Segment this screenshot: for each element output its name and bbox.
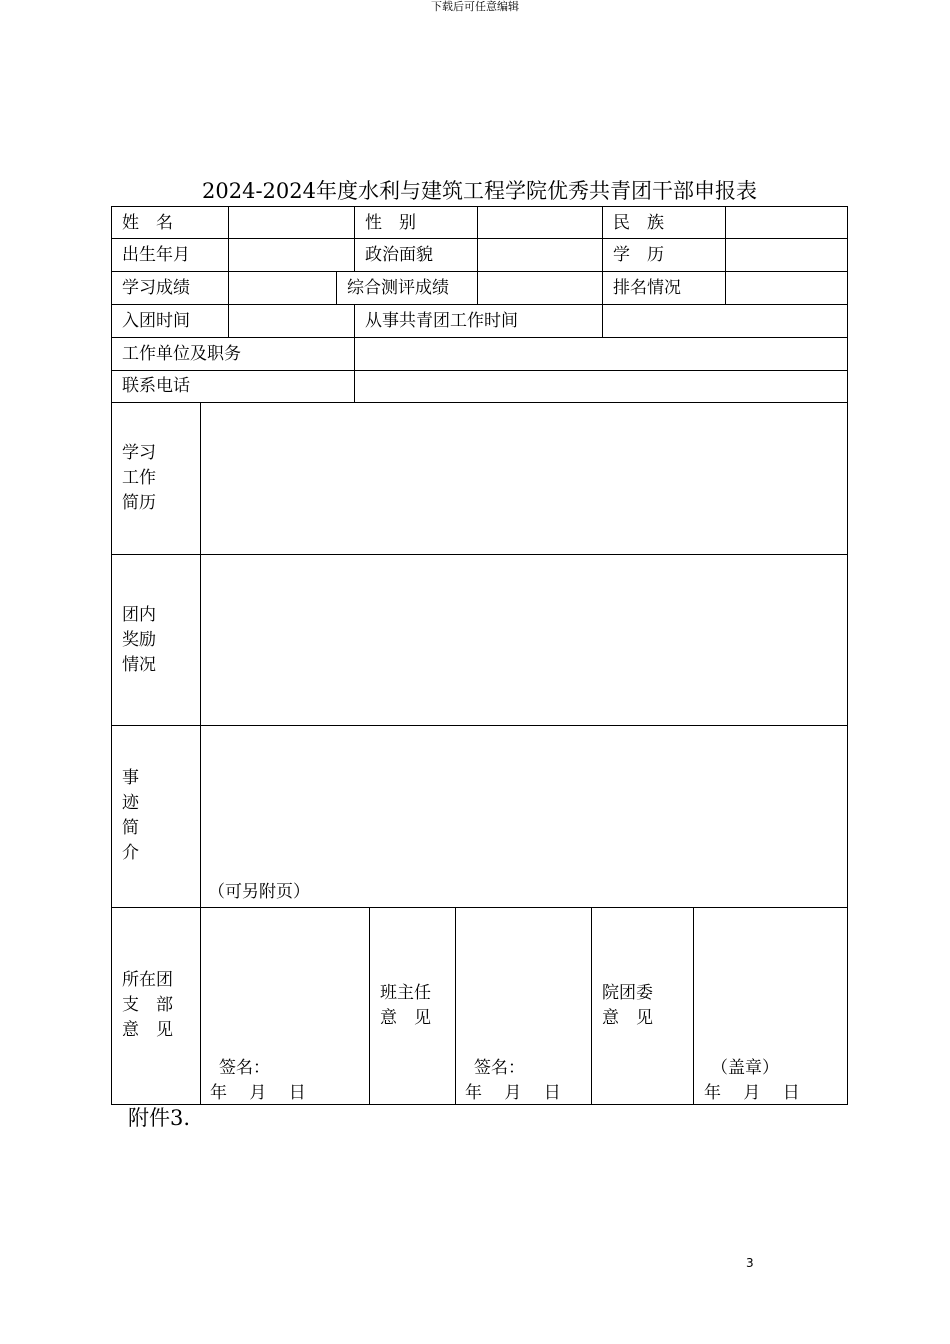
label-awards-3: 情况 (122, 655, 156, 675)
label-branch-opinion-2: 支 部 (122, 995, 173, 1015)
label-awards-1: 团内 (122, 605, 156, 625)
label-league-work-time: 从事共青团工作时间 (365, 311, 518, 331)
seal-label: （盖章） (711, 1058, 779, 1078)
signature-label-1: 签名： (219, 1058, 270, 1078)
attachment-label: 附件3. (128, 1106, 191, 1130)
label-college-opinion-2: 意 见 (602, 1008, 653, 1028)
signature-label-2: 签名： (474, 1058, 525, 1078)
label-education: 学 历 (613, 245, 664, 265)
form-title: 2024-2024年度水利与建筑工程学院优秀共青团干部申报表 (202, 179, 757, 203)
label-gender: 性 别 (365, 213, 416, 233)
label-college-opinion-1: 院团委 (602, 983, 653, 1003)
label-work-unit: 工作单位及职务 (122, 344, 241, 364)
label-teacher-opinion-1: 班主任 (380, 983, 431, 1003)
label-resume-3: 简历 (122, 493, 156, 513)
label-awards-2: 奖励 (122, 630, 156, 650)
label-birth: 出生年月 (122, 245, 190, 265)
label-teacher-opinion-2: 意 见 (380, 1008, 431, 1028)
header-note: 下载后可任意编辑 (431, 0, 519, 13)
label-ranking: 排名情况 (613, 278, 681, 298)
label-name: 姓 名 (122, 213, 173, 233)
label-branch-opinion-1: 所在团 (122, 970, 173, 990)
page-number: 3 (746, 1256, 754, 1270)
date-line-3: 年 月 日 (704, 1083, 800, 1103)
deeds-note: （可另附页） (208, 882, 310, 902)
label-join-date: 入团时间 (122, 311, 190, 331)
label-branch-opinion-3: 意 见 (122, 1020, 173, 1040)
label-ethnicity: 民 族 (613, 213, 664, 233)
label-deeds-3: 简 (122, 818, 139, 838)
label-political-status: 政治面貌 (365, 245, 433, 265)
label-phone: 联系电话 (122, 376, 190, 396)
date-line-1: 年 月 日 (210, 1083, 306, 1103)
label-deeds-1: 事 (122, 768, 139, 788)
label-deeds-2: 迹 (122, 793, 139, 813)
label-deeds-4: 介 (122, 843, 139, 863)
label-grades: 学习成绩 (122, 278, 190, 298)
label-resume-2: 工作 (122, 468, 156, 488)
label-evaluation: 综合测评成绩 (347, 278, 449, 298)
date-line-2: 年 月 日 (465, 1083, 561, 1103)
application-form-table (111, 206, 848, 1105)
label-resume-1: 学习 (122, 443, 156, 463)
